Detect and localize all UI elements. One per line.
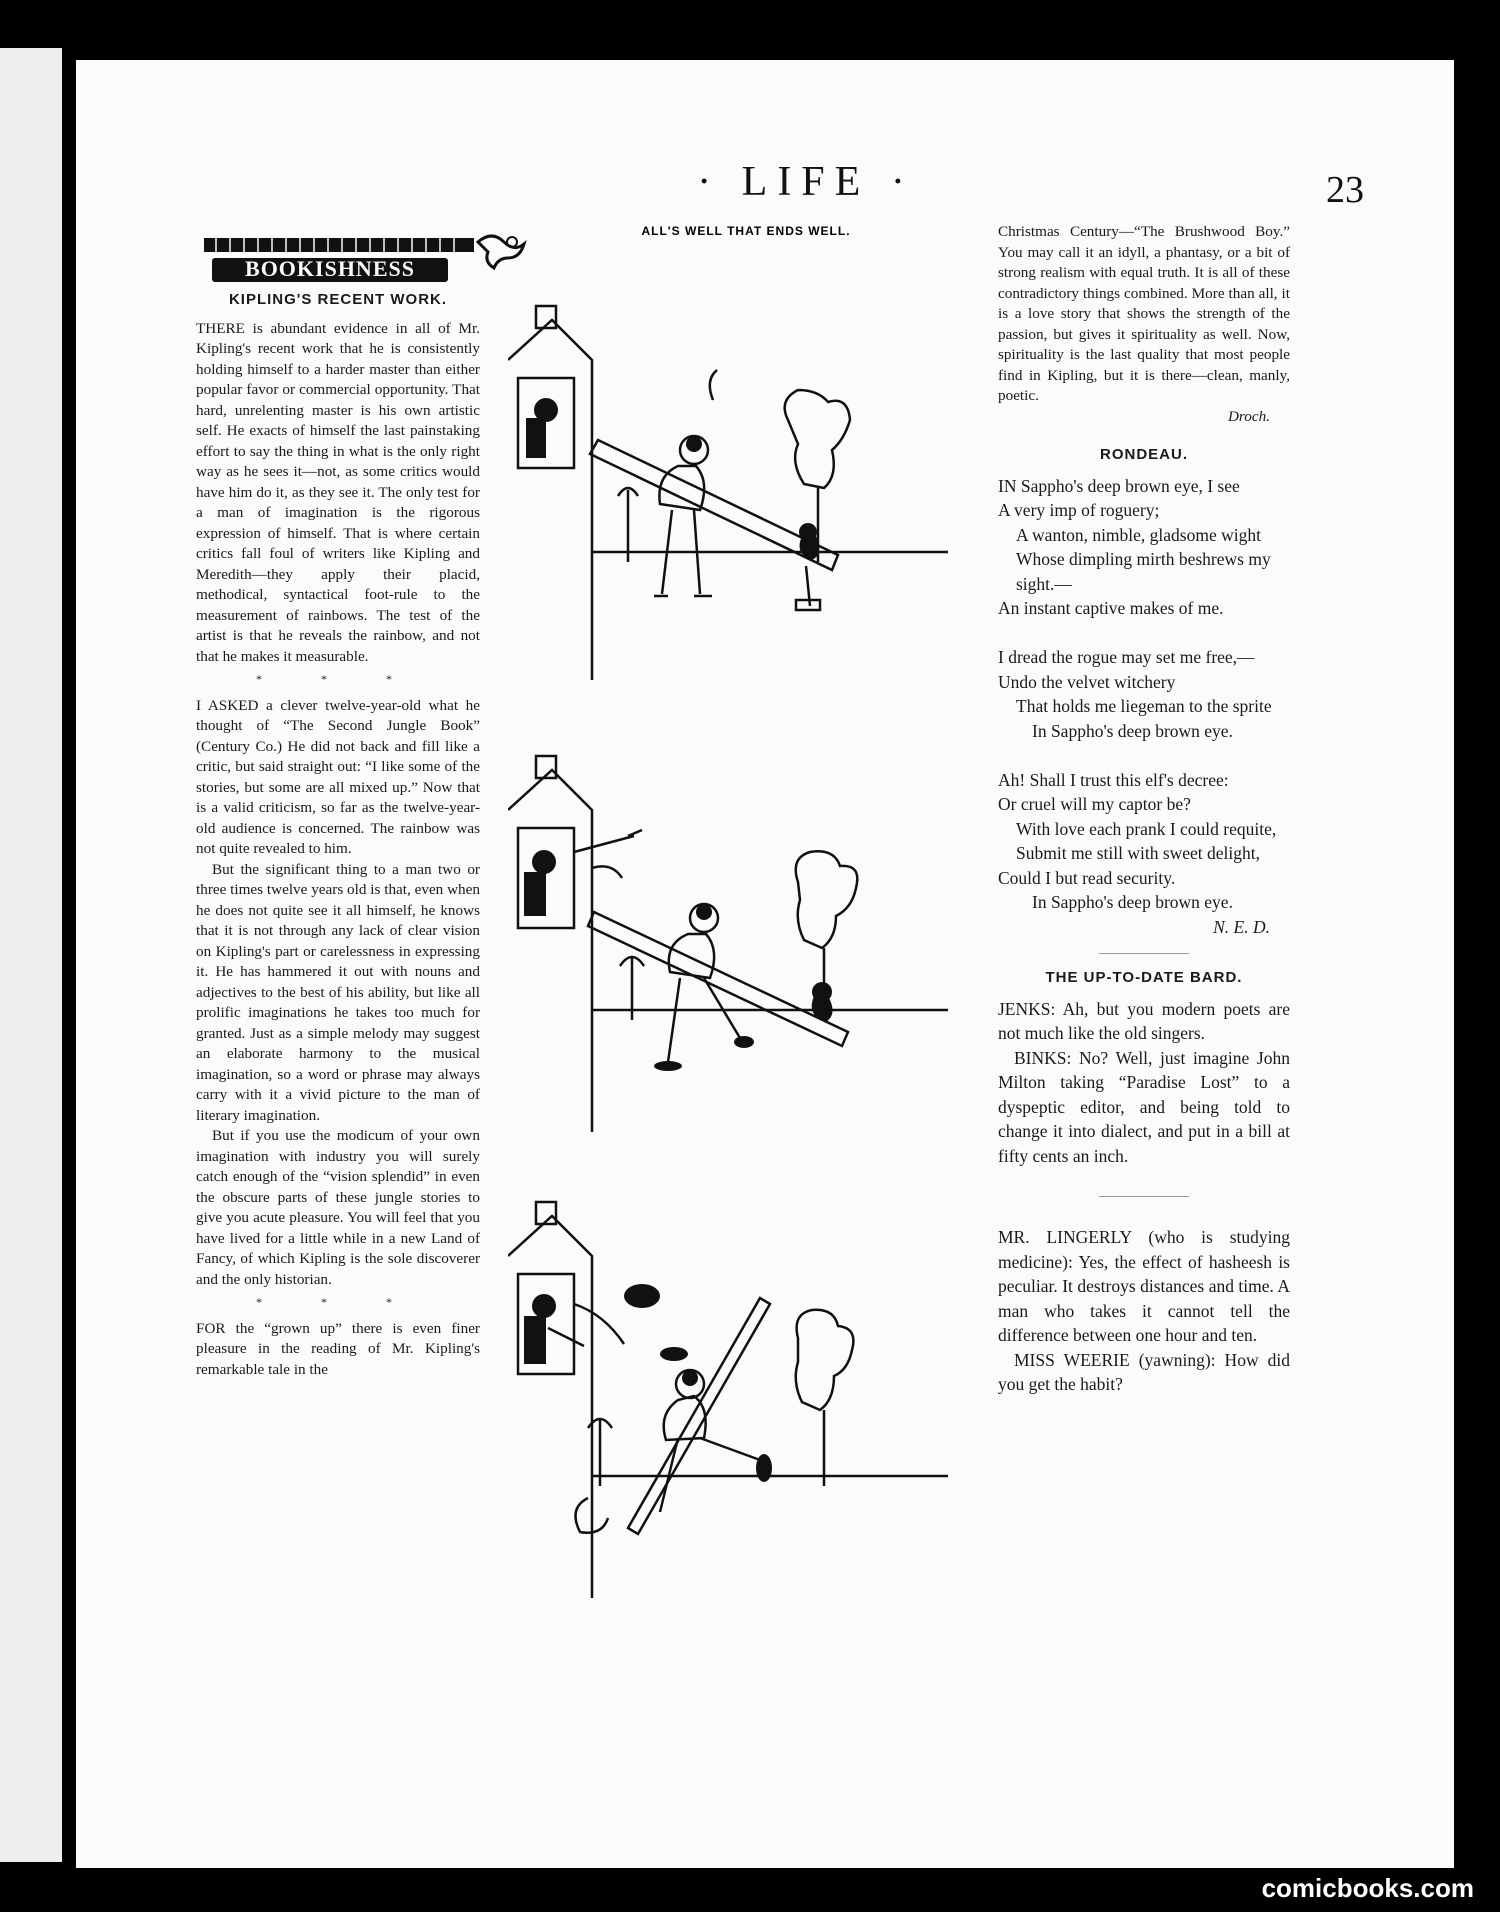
- kipling-paragraph-2: I ASKED a clever twelve-year-old what he thought of “The Second Jungle Book” (Century Co.) He did not back and fill like a critic, but said straight out: “I like some of the stories, but some are all mixed up.” Now that is a valid criticism, so far as the twelve-year-old audience is concerned. The rainbow was not quite revealed to him.: [196, 696, 480, 857]
- weerie-paragraph: MISS WEERIE (yawning): How did you get the habit?: [998, 1349, 1290, 1394]
- cartoon-panel-3-art: [508, 1198, 948, 1598]
- poem-line: IN Sappho's deep brown eye, I see: [998, 475, 1240, 496]
- cartoon-panel-2: [508, 752, 958, 1137]
- kipling-paragraph-4: But if you use the modicum of your own imagination with industry you will surely catch enough of the “vision splendid” in even the obscure parts of these jungle stories to give you acute pleasure. You will feel that you have lived for a little while in a new Land of Fancy, of which Kipling is the sole discoverer and the only historian.: [196, 1127, 480, 1288]
- kipling-heading: KIPLING'S RECENT WORK.: [228, 291, 448, 308]
- poem-line: An instant captive makes of me.: [998, 598, 1224, 618]
- cartoon-panel-3: [508, 1198, 958, 1603]
- kipling-paragraph-1: THERE is abundant evidence in all of Mr. Kipling's recent work that he is consistently holding himself to a harder master than either popular favor or commercial opportunity. That hard, unrelenting master is his own artistic self. He exacts of himself the last painstaking effort to say the thing in what is the only right way as he sees it—not, as some critics would have him do it, as they see it. The only test for a man of imagination is the rigorous expression of himself. That is where certain critics fall foul of writers like Kipling and Meredith—they apply their placid, methodical, syntactical foot-rule to the measurement of rainbows. The test of the artist is that he reveals the rainbow, and not that he makes it measurable.: [196, 319, 480, 665]
- rondeau-heading: RONDEAU.: [1099, 446, 1188, 463]
- right-column: [998, 222, 1290, 1397]
- section-divider: [1099, 953, 1189, 954]
- poem-line: Whose dimpling mirth beshrews my sight.—: [1016, 549, 1271, 594]
- rondeau-poem: [998, 474, 1290, 915]
- poem-line: With love each prank I could requite,: [1016, 818, 1277, 839]
- bookishness-banner-art: [196, 228, 536, 288]
- poem-line: Could I but read security.: [998, 867, 1176, 888]
- poem-line: That holds me liegeman to the sprite: [1016, 696, 1272, 716]
- poem-line: Undo the velvet witchery: [998, 671, 1176, 692]
- section-stars: * * *: [256, 1295, 420, 1309]
- bard-heading: THE UP-TO-DATE BARD.: [1045, 969, 1243, 986]
- poem-line: Submit me still with sweet delight,: [1016, 843, 1261, 863]
- cartoon-panel-1: [508, 300, 958, 685]
- cartoon-panel-1-art: [508, 300, 948, 680]
- poem-line: In Sappho's deep brown eye.: [1032, 892, 1233, 912]
- section-divider: [1099, 1196, 1189, 1197]
- lingerly-paragraph: MR. LINGERLY (who is studying medicine): Yes, the effect of hasheesh is peculiar. It destroys distances and time. A man who takes it cannot tell the difference between one hour and ten.: [998, 1227, 1290, 1345]
- bookishness-banner: [196, 228, 480, 280]
- poem-line: [998, 743, 1290, 768]
- brushwood-paragraph: Christmas Century—“The Brushwood Boy.” You may call it an idyll, a phantasy, or a bit of strong realism with equal truth. It is all of these contradictory things combined. More than all, it is a love story that shows the strength of the passion, but gives it spirituality as well. Now, spirituality is the last quality that most people find in Kipling, but it is there—clean, manly, poetic.: [998, 223, 1290, 404]
- poem-line: A wanton, nimble, gladsome wight: [1016, 524, 1261, 545]
- banner-label: BOOKISHNESS: [245, 256, 415, 281]
- droch-signature: Droch.: [1227, 407, 1270, 425]
- page-number: 23: [1326, 169, 1364, 211]
- ned-signature: N. E. D.: [1213, 916, 1270, 937]
- kipling-paragraph-5: FOR the “grown up” there is even finer pleasure in the reading of Mr. Kipling's remarkable tale in the: [196, 1319, 480, 1378]
- bard-binks: BINKS: No? Well, just imagine John Milton taking “Paradise Lost” to a dyspeptic editor, and being told to change it into dialect, and put in a bill at fifty cents an inch.: [998, 1047, 1290, 1166]
- section-stars: * * *: [256, 672, 420, 686]
- poem-line: I dread the rogue may set me free,—: [998, 647, 1255, 667]
- cartoon-caption: ALL'S WELL THAT ENDS WELL.: [641, 224, 851, 238]
- poem-line: Or cruel will my captor be?: [998, 794, 1191, 814]
- bard-jenks: JENKS: Ah, but you modern poets are not much like the old singers.: [998, 998, 1290, 1043]
- left-column: [196, 228, 480, 1380]
- poem-line: Ah! Shall I trust this elf's decree:: [998, 769, 1229, 790]
- poem-line: [998, 621, 1290, 646]
- poem-line: In Sappho's deep brown eye.: [1032, 720, 1233, 741]
- masthead-title: · LIFE ·: [697, 159, 915, 205]
- magazine-page: [76, 60, 1454, 1868]
- cartoon-panel-2-art: [508, 752, 948, 1132]
- watermark: comicbooks.com: [1261, 1873, 1474, 1903]
- kipling-paragraph-3: But the significant thing to a man two or three times twelve years old is that, even when he does not quite see it all himself, he knows that it is not through any lack of clear vision on Kipling's part or carelessness in expressing it. He has hammered it out with nouns and adjectives to the best of his ability, but like all prolific imaginations he takes too much for granted. Just as a simple melody may suggest an elaborate harmony to the musical imagination, so a word or phrase may always carry with it a vivid picture to the man of literary imagination.: [196, 860, 480, 1124]
- poem-line: A very imp of roguery;: [998, 500, 1160, 520]
- adjacent-page-edge: [0, 48, 62, 1862]
